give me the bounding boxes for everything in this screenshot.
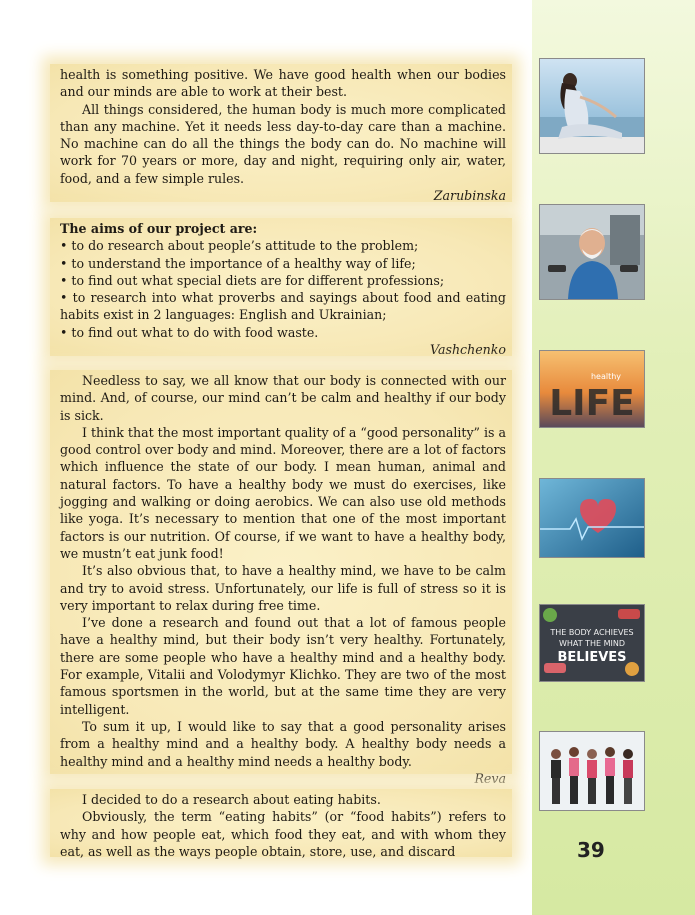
page-number: 39: [577, 838, 605, 862]
text-block-zarubinska: [50, 64, 512, 202]
paragraph: I think that the most important quality of a “good personality” is a good control over body and mind. Moreover, there are a lot of factors which influence the state of our body. I mean human, animal and natural factors. To have a healthy body we must do exercises, like jogging and walking or doing aerobics. We can also use old methods like yoga. It’s necessary to mention that one of the most important factors is our nutrition. Of course, if we want to have a healthy body, we mustn’t eat junk food!: [60, 424, 506, 561]
signature: Reva: [474, 770, 506, 786]
paragraph: health is something positive. We have good health when our bodies and our minds are able to work at their best.: [60, 67, 506, 100]
life-word: LIFE: [549, 383, 635, 424]
signature: Vashchenko: [430, 342, 506, 358]
bullet-item: • to find out what to do with food waste.: [60, 324, 319, 340]
signature: Zarubinska: [433, 188, 506, 204]
motivation-poster-photo: [539, 604, 645, 682]
senior-fitness-photo: [539, 204, 645, 300]
paragraph: I’ve done a research and found out that a lot of famous people have a healthy mind, but their body isn’t very healthy. Fortunately, there are some people who have a healthy mind and a healthy body. For example, Vitalii and Volodymyr Klichko. They are two of the most famous sportsmen in the world, but at the same time they are very intelligent.: [60, 615, 506, 717]
paragraph: Needless to say, we all know that our body is connected with our mind. And, of course, our mind can’t be calm and healthy if our body is sick.: [60, 373, 506, 423]
heart-health-photo: [539, 478, 645, 558]
text-block-vashchenko: [50, 218, 512, 356]
life-small-label: healthy: [590, 372, 622, 381]
paragraph: All things considered, the human body is much more complicated than any machine. Yet it needs less day-to-day care than a machine. No machine can do all the things the body can do. No machine will work for 70 years or more, day and night, requiring only air, water, food, and a few simple rules.: [60, 101, 506, 186]
text-block-reva: [50, 370, 512, 786]
healthy-life-photo: [539, 350, 645, 428]
paragraph: It’s also obvious that, to have a healthy mind, we have to be calm and try to avoid stress. Unfortunately, our life is full of stress so it is very important to relax during free time.: [60, 563, 506, 613]
yoga-photo: [539, 58, 645, 154]
bullet-item: • to find out what special diets are for different professions;: [60, 272, 445, 288]
poster-line-3: BELIEVES: [557, 650, 627, 665]
aims-title: The aims of our project are:: [60, 221, 258, 236]
bullet-item: • to research into what proverbs and sayings about food and eating habits exist in 2 languages: English and Ukrainian;: [60, 290, 506, 323]
fitness-group-photo: [539, 731, 645, 811]
paragraph: Obviously, the term “eating habits” (or “food habits”) refers to why and how people eat, which food they eat, and with whom they eat, as well as the ways people obtain, store, use, and discard: [60, 809, 506, 859]
paragraph: I decided to do a research about eating habits.: [82, 792, 381, 807]
bullet-item: • to do research about people’s attitude to the problem;: [60, 238, 419, 254]
text-block-eating-habits: [50, 789, 512, 857]
poster-line-1: THE BODY ACHIEVES: [550, 628, 634, 637]
paragraph: To sum it up, I would like to say that a good personality arises from a healthy mind and a healthy body. A healthy body needs a healthy mind and a healthy mind needs a healthy body.: [60, 718, 506, 769]
bullet-item: • to understand the importance of a healthy way of life;: [60, 255, 416, 271]
poster-line-2: WHAT THE MIND: [558, 639, 626, 648]
